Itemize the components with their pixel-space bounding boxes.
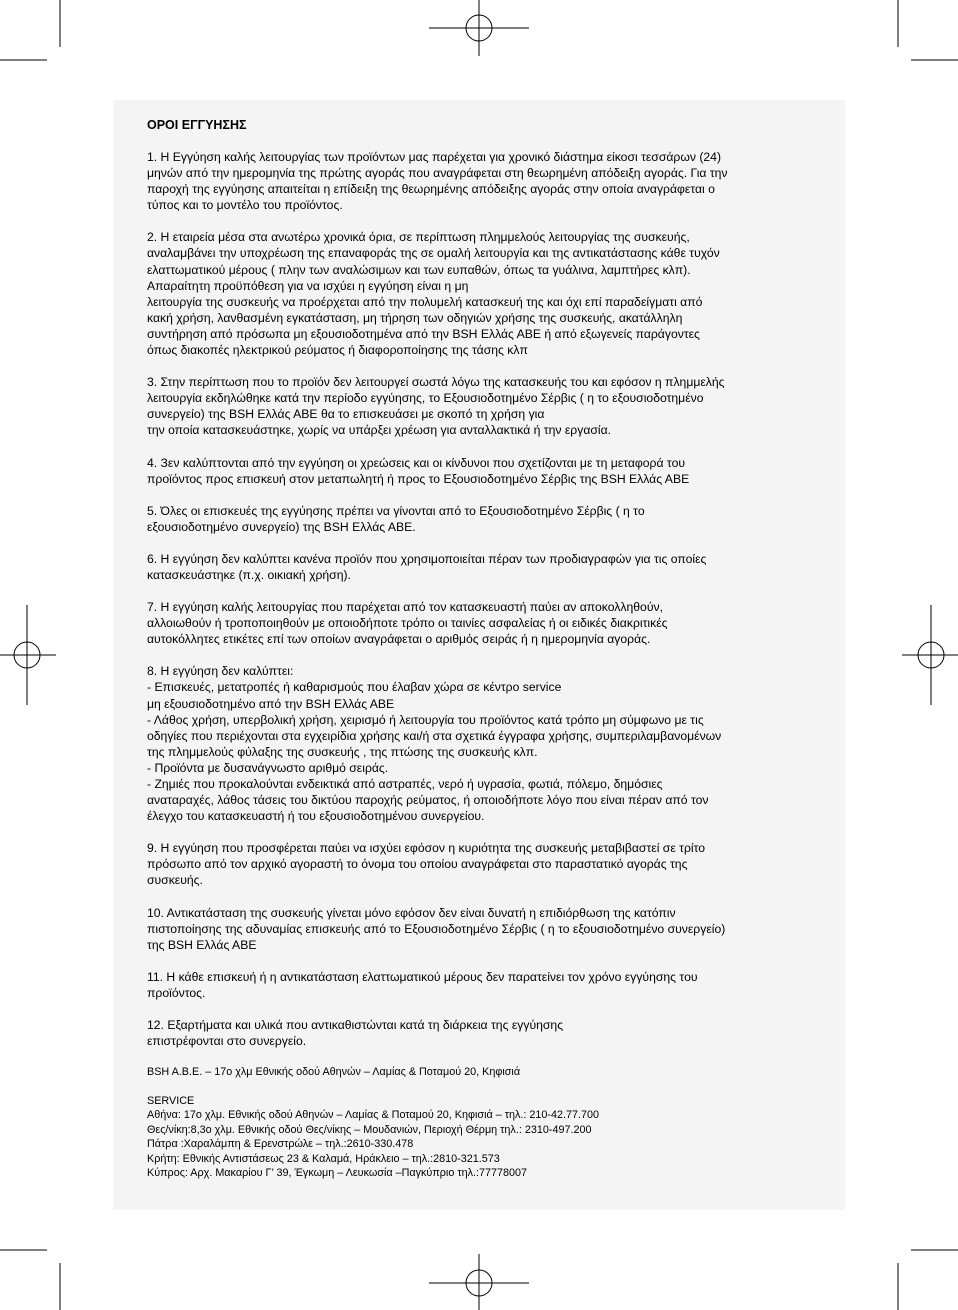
text-line: επιστρέφονται στο συνεργείο. <box>147 1034 307 1049</box>
warranty-term-11 <box>147 969 827 1001</box>
warranty-terms-document <box>147 117 827 1181</box>
text-line: 9. Η εγγύηση που προσφέρεται παύει να ισχύει εφόσον η κυριότητα της συσκευής μεταβιβαστεί σε τρίτο <box>147 841 706 856</box>
text-line: 8. Η εγγύηση δεν καλύπτει: <box>147 664 294 679</box>
text-line: 7. Η εγγύηση καλής λειτουργίας που παρέχεται από τον κατασκευαστή παύει αν αποκολληθούν, <box>147 600 663 615</box>
text-line: μηνών από την ημερομηνία της πρώτης αγοράς που αναγράφεται στη θεωρημένη απόδειξη αγοράς. Για την <box>147 166 728 181</box>
text-line: - Επισκευές, μετατροπές ή καθαρισμούς που έλαβαν χώρα σε κέντρο service <box>147 680 562 695</box>
text-line: μη εξουσιοδοτημένο από την BSH Ελλάς ΑΒΕ <box>147 696 395 711</box>
warranty-term-5 <box>147 503 827 535</box>
text-line: λειτουργία της συσκευής να προέρχεται από την πολυμελή κατασκευή της και όχι επί παραδείγματι από <box>147 294 703 309</box>
text-line: της πλημμελούς φύλαξης της συσκευής , της πτώσης της συσκευής κλπ. <box>147 744 538 759</box>
text-line: προϊόντος προς επισκευή στον μεταπωλητή ή προς το Εξουσιοδοτημένο Σέρβις της BSH Ελλάς ΑΒΕ <box>147 471 690 486</box>
company-address: BSH A.B.E. – 17o χλμ Εθνικής οδού Αθηνών – Λαμίας & Ποταμού 20, Κηφισιά <box>147 1066 521 1079</box>
service-lines <box>147 1108 827 1181</box>
text-line: πρόσωπο από τον αρχικό αγοραστή το όνομα του οποίου αναγράφεται στο παραστατικό αγοράς της <box>147 857 688 872</box>
text-line: 1. Η Εγγύηση καλής λειτουργίας των προϊόντων μας παρέχεται για χρονικό διάστημα είκοσι τεσσάρων (24) <box>147 150 722 164</box>
text-line: 10. Αντικατάσταση της συσκευής γίνεται μόνο εφόσον δεν είναι δυνατή η επιδιόρθωση της κατόπιν <box>147 905 676 920</box>
registration-mark-bottom <box>429 1250 529 1310</box>
text-line: αναλαμβάνει την υποχρέωση της επαναφοράς της σε ομαλή λειτουργία και της αντικατάστασης κάθε τυχόν <box>147 246 720 261</box>
warranty-term-10 <box>147 905 827 953</box>
warranty-paragraphs <box>147 149 827 1049</box>
text-line: αλλοιωθούν ή τροποποιηθούν με οποιοδήποτε τρόπο οι ταινίες ασφαλείας ή οι ειδικές διακριτικές <box>147 616 668 631</box>
warranty-term-4 <box>147 455 827 487</box>
text-line: - Λάθος χρήση, υπερβολική χρήση, χειρισμό ή λειτουργία του προϊόντος κατά τρόπο μη σύμφωνο με τις <box>147 712 704 727</box>
text-line: 6. Η εγγύηση δεν καλύπτει κανένα προϊόν που χρησιμοποιείται πέραν των προδιαγραφών για τις οποίες <box>147 551 707 566</box>
text-line: συσκευής. <box>147 873 203 888</box>
text-line: κατασκευάστηκε (π.χ. οικιακή χρήση). <box>147 567 351 582</box>
service-contact-line: Κρήτη: Εθνικής Αντιστάσεως 23 & Καλαμά, Ηράκλειο – τηλ.:2810-321.573 <box>147 1152 500 1165</box>
service-contact-line: Αθήνα: 17ο χλμ. Εθνικής οδού Αθηνών – Λαμίας & Ποταμού 20, Κηφισιά – τηλ.: 210-42.77.700 <box>147 1109 600 1122</box>
text-line: 5. Όλες οι επισκευές της εγγύησης πρέπει να γίνονται από το Εξουσιοδοτημένο Σέρβις ( η το <box>147 503 645 518</box>
text-line: τύπος και το μοντέλο του προϊόντος. <box>147 198 343 213</box>
text-line: - Προϊόντα με δυσανάγνωστο αριθμό σειράς. <box>147 760 389 775</box>
text-line: 3. Στην περίπτωση που το προϊόν δεν λειτουργεί σωστά λόγω της κατασκευής του και εφόσον η πλημμελής <box>147 375 725 390</box>
warranty-term-7 <box>147 599 827 647</box>
warranty-term-1 <box>147 149 827 213</box>
warranty-term-9 <box>147 840 827 888</box>
registration-mark-right <box>898 605 958 705</box>
text-line: αυτοκόλλητες ετικέτες επί των οποίων αναγράφεται ο αριθμός σειράς ή η ημερομηνία αγοράς. <box>147 632 651 647</box>
registration-mark-top <box>429 0 529 60</box>
warranty-term-8 <box>147 663 827 824</box>
registration-mark-left <box>0 605 60 705</box>
text-line: λειτουργία εκδηλώθηκε κατά την περίοδο εγγύησης, το Εξουσιοδοτημένο Σέρβις ( η το εξουσιοδοτημένο <box>147 391 704 406</box>
text-line: 12. Εξαρτήματα και υλικά που αντικαθιστώνται κατά τη διάρκεια της εγγύησης <box>147 1018 564 1033</box>
warranty-term-2 <box>147 229 827 358</box>
service-heading: SERVICE <box>147 1094 195 1107</box>
text-line: όπως διακοπές ηλεκτρικού ρεύματος ή διαφοροποίησης της τάσης κλπ <box>147 343 528 358</box>
text-line: - Ζημιές που προκαλούνται ενδεικτικά από αστραπές, νερό ή υγρασία, φωτιά, πόλεμο, δημόσιες <box>147 777 663 791</box>
document-title: ΟΡΟΙ ΕΓΓΥΗΣΗΣ <box>147 118 247 132</box>
warranty-term-3 <box>147 374 827 438</box>
text-line: της BSH Ελλάς ΑΒΕ <box>147 937 257 952</box>
warranty-term-12 <box>147 1017 827 1049</box>
text-line: έλεγχο του κατασκευαστή ή του εξουσιοδοτημένου συνεργείου. <box>147 809 485 824</box>
service-contact-line: Κύπρος: Αρχ. Μακαρίου Γ’ 39, Έγκωμη – Λευκωσία –Παγκύπριο τηλ.:77778007 <box>147 1167 528 1180</box>
warranty-term-6 <box>147 551 827 583</box>
text-line: 11. Η κάθε επισκευή ή η αντικατάσταση ελαττωματικού μέρους δεν παρατείνει τον χρόνο εγγύησης του <box>147 969 698 984</box>
text-line: αναταραχές, λάθος τάσεις του δικτύου παροχής ρεύματος, ή οποιοδήποτε λόγο που είναι πέραν από τον <box>147 793 709 808</box>
service-contact-line: Θες/νίκη:8,3ο χλμ. Εθνικής οδού Θες/νίκης – Μουδανιών, Περιοχή Θέρμη τηλ.: 2310-497.200 <box>147 1123 592 1136</box>
text-line: 2. Η εταιρεία μέσα στα ανωτέρω χρονικά όρια, σε περίπτωση πλημμελούς λειτουργίας της συσκευής, <box>147 230 690 245</box>
text-line: παροχή της εγγύησης απαιτείται η επίδειξη της θεωρημένης απόδειξης αγοράς στην οποία αναγράφεται ο <box>147 182 715 197</box>
service-contact-line: Πάτρα :Χαραλάμπη & Ερενστρώλε – τηλ.:2610-330.478 <box>147 1138 414 1151</box>
text-line: συντήρηση από πρόσωπα μη εξουσιοδοτημένα από την BSH Ελλάς ΑΒΕ ή από εξωγενείς παράγοντες <box>147 326 700 341</box>
text-line: κακή χρήση, λανθασμένη εγκατάσταση, μη τήρηση των οδηγιών χρήσης της συσκευής, ακατάλληλη <box>147 310 683 325</box>
text-line: οδηγίες που περιέχονται στα εγχειρίδια χρήσης και/ή στα σχετικά έγγραφα χρήσης, συμπεριλαμβανομένων <box>147 728 722 743</box>
text-line: πιστοποίησης της αδυναμίας επισκευής από το Εξουσιοδοτημένο Σέρβις ( η το εξουσιοδοτημένο συνεργείο) <box>147 921 726 936</box>
text-line: ελαττωματικού μέρους ( πλην των αναλώσιμων και των ευπαθών, όπως τα γυάλινα, λαμπτήρες κλπ). <box>147 262 691 277</box>
text-line: εξουσιοδοτημένο συνεργείο) της BSH Ελλάς ΑΒΕ. <box>147 519 416 534</box>
service-contacts <box>147 1094 827 1181</box>
text-line: την οποία κατασκευάστηκε, χωρίς να υπάρξει χρέωση για ανταλλακτικά ή την εργασία. <box>147 423 612 438</box>
text-line: προϊόντος. <box>147 985 206 1000</box>
text-line: συνεργείο) της BSH Ελλάς ΑΒΕ θα το επισκευάσει με σκοπό τη χρήση για <box>147 407 545 422</box>
text-line: 4. Зεν καλύπτονται από την εγγύηση οι χρεώσεις και οι κίνδυνοι που σχετίζονται με τη μεταφορά του <box>147 455 686 470</box>
text-line: Απαραίτητη προϋπόθεση για να ισχύει η εγγύηση είναι η μη <box>147 278 469 293</box>
